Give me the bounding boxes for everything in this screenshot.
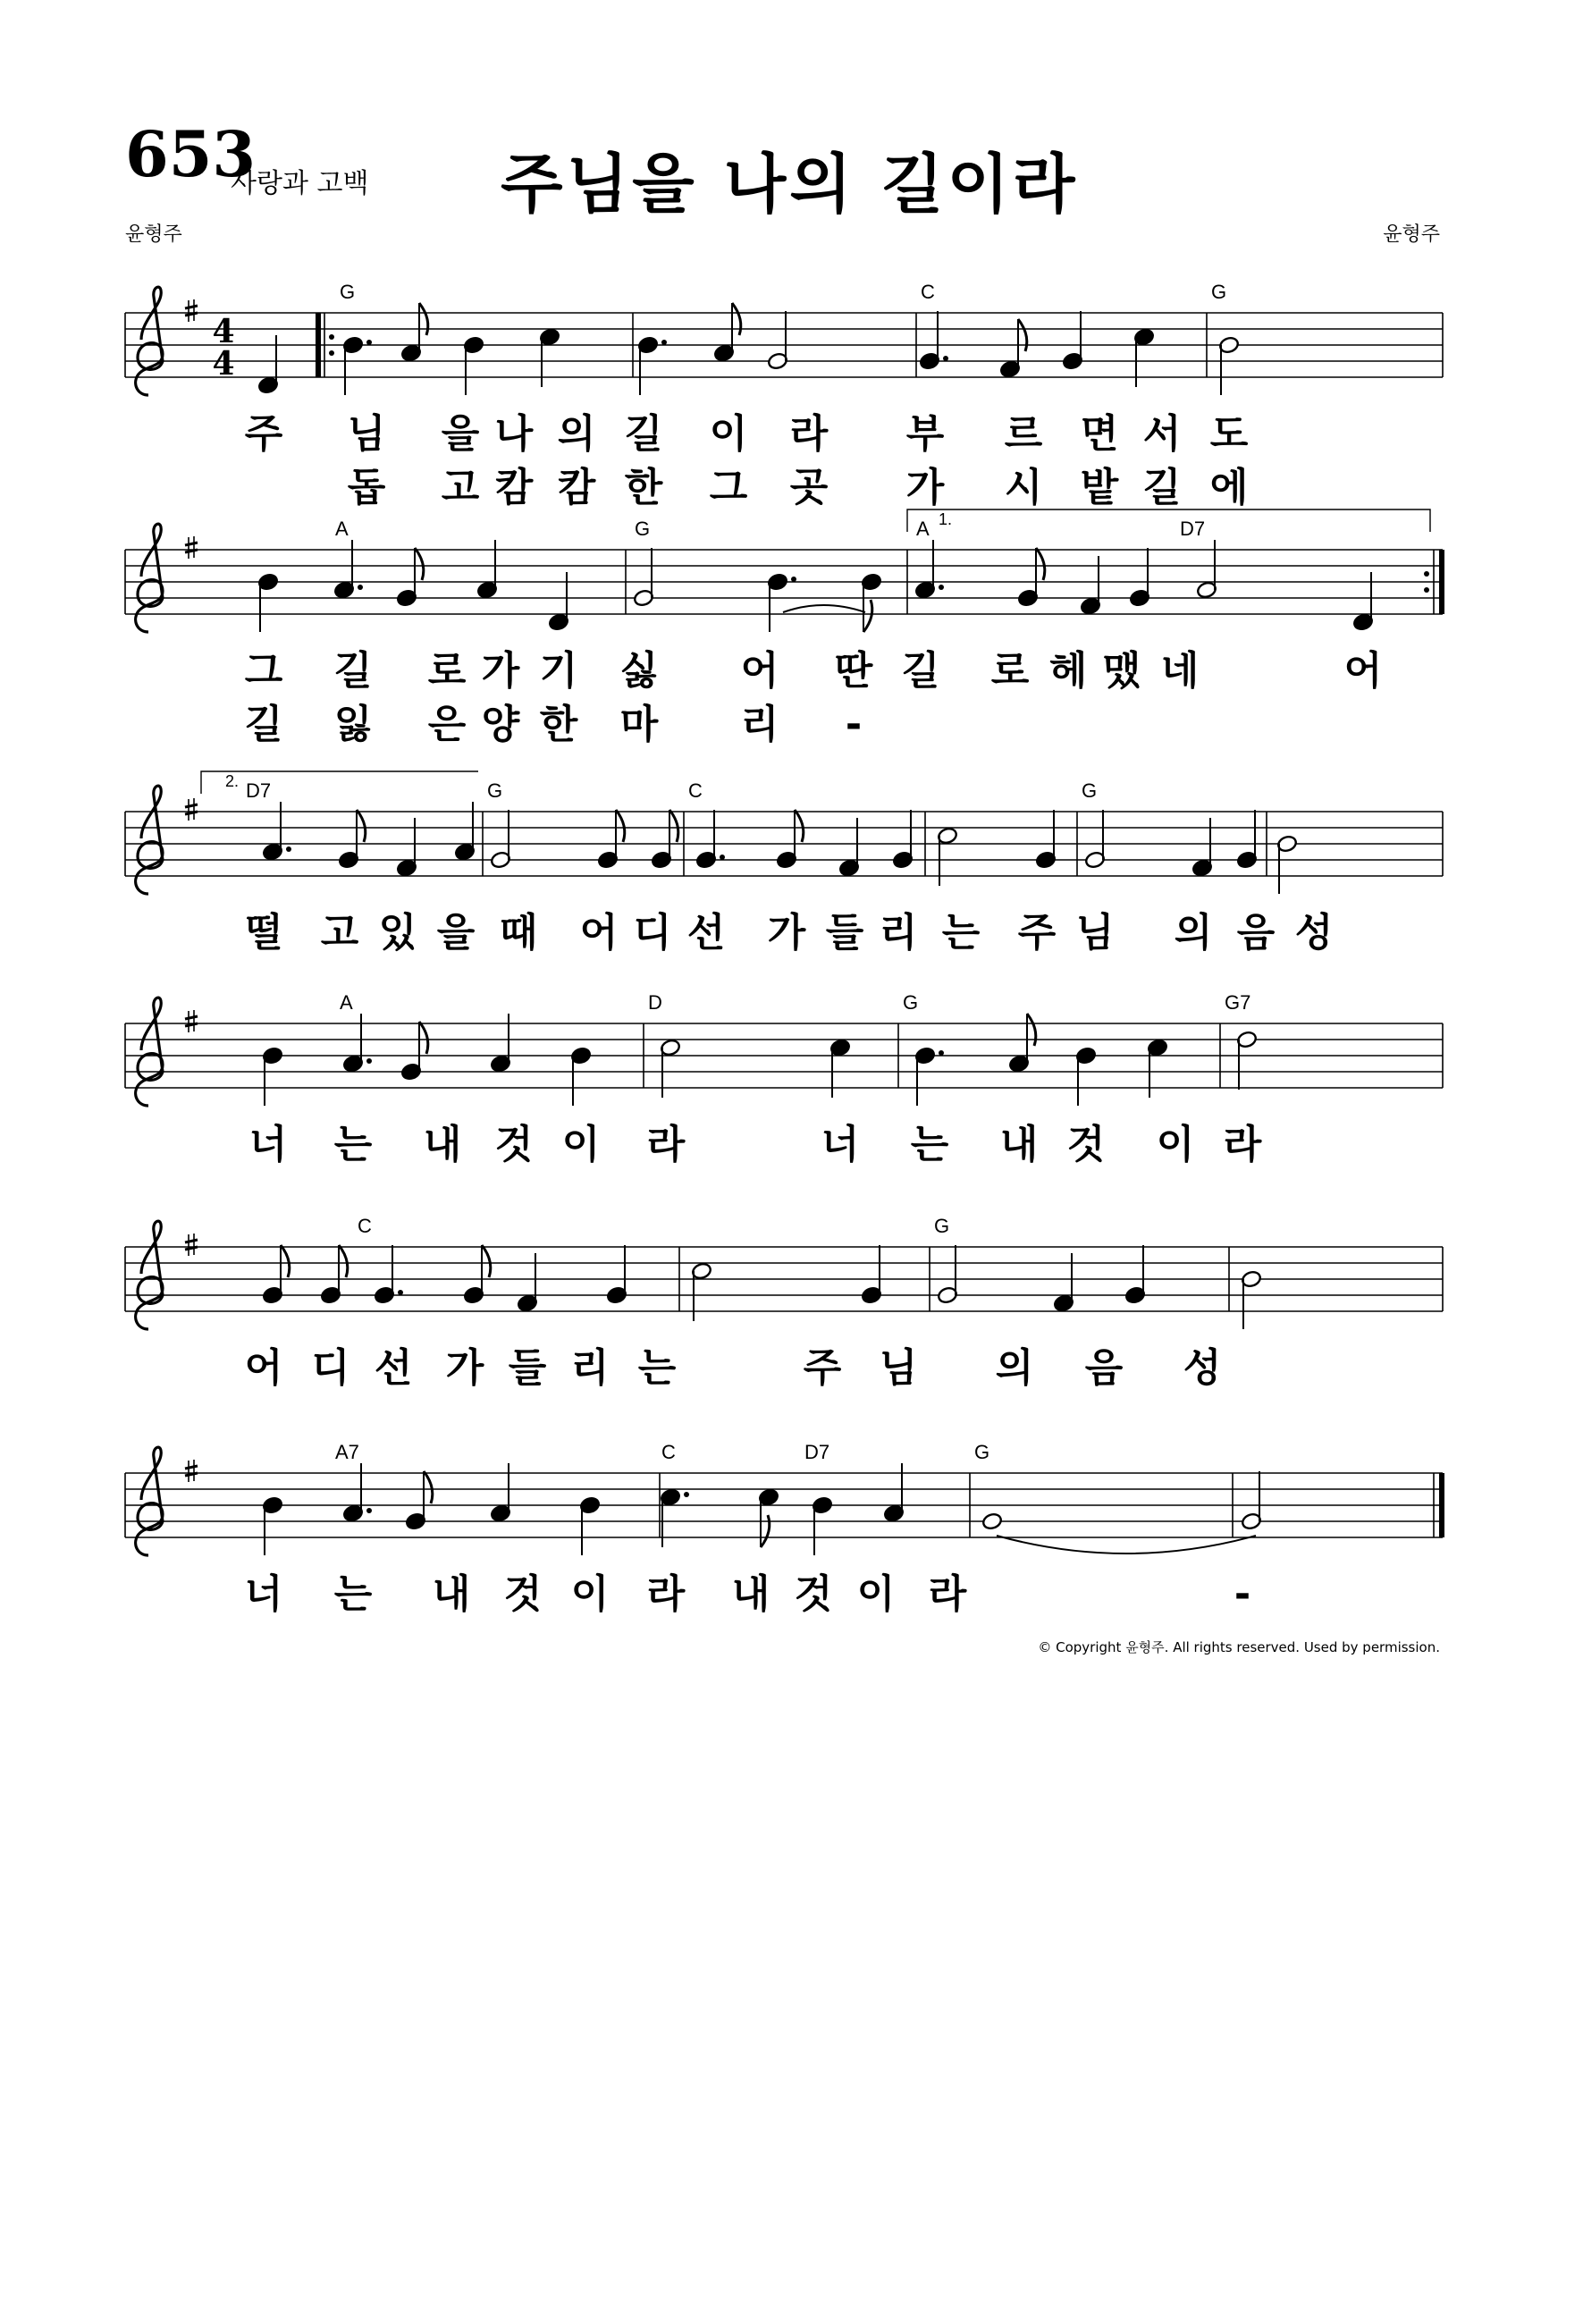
- note: [1236, 1031, 1258, 1090]
- augmentation-dot: [661, 340, 667, 345]
- song-title: 주님을 나의 길이라: [501, 147, 1079, 222]
- note-flag: [1027, 1014, 1036, 1046]
- note: [333, 540, 363, 599]
- lyric-syllable: 라: [646, 1571, 686, 1617]
- hymn-number: 653: [125, 117, 257, 191]
- music-system: [125, 281, 1443, 510]
- chord-symbol: G: [635, 518, 651, 540]
- chord-symbol: G: [487, 779, 503, 802]
- lyric-syllable: 라: [646, 1122, 686, 1167]
- note: [476, 540, 498, 599]
- lyric-syllable: 있: [378, 910, 417, 956]
- note: [463, 336, 484, 395]
- lyric-syllable: 을: [441, 411, 480, 457]
- lyric-syllable: 길: [244, 702, 283, 747]
- note: [570, 1047, 592, 1106]
- lyric-syllable: 리: [879, 910, 918, 956]
- lyric-syllable: 로: [427, 648, 467, 694]
- note: [1062, 311, 1083, 370]
- lyric-syllable: 는: [637, 1345, 677, 1391]
- note: [861, 573, 882, 632]
- note: [539, 328, 560, 387]
- note: [1080, 556, 1101, 615]
- note: [914, 540, 944, 599]
- note: [767, 311, 788, 370]
- lyric-syllable: 이: [561, 1122, 601, 1167]
- lyric-syllable: 캄: [557, 465, 596, 510]
- note: [1191, 818, 1213, 877]
- note: [838, 818, 860, 877]
- lyric-syllable: 잃: [333, 702, 373, 747]
- note: [1236, 810, 1258, 869]
- augmentation-dot: [398, 1290, 403, 1295]
- lyric-syllable: 나: [494, 411, 534, 457]
- note-flag: [419, 303, 428, 335]
- lyric-syllable: 면: [1080, 411, 1119, 457]
- lyric-syllable: 맸: [1102, 648, 1141, 694]
- music-system: [125, 991, 1443, 1167]
- lyric-syllable: 내: [423, 1122, 462, 1167]
- lyric-syllable: 어: [740, 648, 779, 694]
- notehead: [981, 1512, 1003, 1531]
- lyric-syllable: 선: [374, 1345, 413, 1391]
- lyric-syllable: 부: [905, 411, 945, 457]
- note: [892, 810, 914, 869]
- sharp-icon: [185, 299, 198, 322]
- note: [1241, 1471, 1262, 1530]
- chord-symbol: G7: [1225, 991, 1251, 1014]
- lyric-syllable: 곳: [789, 465, 829, 510]
- note: [490, 1014, 511, 1073]
- lyric-syllable: 주: [803, 1345, 842, 1391]
- note: [262, 1496, 283, 1555]
- note: [1124, 1245, 1146, 1304]
- lyric-syllable: 라: [789, 411, 829, 457]
- lyric-syllable: -: [845, 702, 863, 747]
- sharp-icon: [185, 1460, 198, 1482]
- note-flag: [732, 303, 741, 335]
- lyric-syllable: 고: [441, 465, 480, 510]
- note: [981, 1512, 1003, 1531]
- lyric-syllable: -: [1234, 1571, 1251, 1617]
- chord-symbol: G: [903, 991, 919, 1014]
- sharp-icon: [185, 1234, 198, 1256]
- lyric-syllable: 라: [1223, 1122, 1262, 1167]
- note: [490, 1463, 511, 1522]
- lyric-syllable: 선: [686, 910, 726, 956]
- lyric-syllable: 너: [821, 1122, 860, 1167]
- chord-symbol: G: [974, 1441, 990, 1463]
- chord-symbol: G: [934, 1215, 950, 1237]
- lyricist-credit: 윤형주: [125, 223, 182, 246]
- lyric-syllable: 캄: [494, 465, 534, 510]
- note: [758, 1488, 779, 1547]
- note: [1008, 1014, 1036, 1073]
- lyric-syllable: 리: [570, 1345, 610, 1391]
- lyric-syllable: 내: [999, 1122, 1039, 1167]
- note-flag: [419, 1022, 428, 1054]
- lyric-syllable: 이: [570, 1571, 610, 1617]
- lyric-syllable: 님: [1075, 910, 1115, 956]
- sharp-stroke: [185, 1016, 198, 1019]
- chord-symbol: D7: [246, 779, 272, 802]
- lyric-syllable: 을: [436, 910, 476, 956]
- note: [342, 1463, 372, 1522]
- note: [454, 802, 476, 861]
- lyric-syllable: 님: [347, 411, 386, 457]
- sharp-stroke: [185, 804, 198, 807]
- note: [262, 802, 291, 861]
- chord-symbol: A: [916, 518, 930, 540]
- lyric-syllable: 네: [1160, 648, 1200, 694]
- lyric-syllable: 어: [1343, 648, 1383, 694]
- lyric-syllable: 그: [709, 465, 748, 510]
- lyric-syllable: 리: [740, 702, 779, 747]
- lyric-syllable: 성: [1183, 1345, 1222, 1391]
- lyric-syllable: 돕: [347, 465, 386, 510]
- note: [883, 1463, 905, 1522]
- note-flag: [795, 810, 804, 842]
- repeat-end-thick-bar: [1439, 550, 1444, 614]
- note: [829, 1039, 851, 1098]
- lyric-syllable: 는: [910, 1122, 949, 1167]
- note: [1241, 1270, 1262, 1329]
- music-system: [125, 509, 1444, 747]
- lyric-syllable: 르: [1004, 411, 1043, 457]
- sharp-icon: [185, 536, 198, 559]
- augmentation-dot: [720, 855, 725, 860]
- lyric-syllable: 것: [503, 1571, 543, 1617]
- repeat-dot: [329, 350, 334, 356]
- chord-symbol: G: [1082, 779, 1098, 802]
- lyric-syllable: 것: [494, 1122, 534, 1167]
- note: [1276, 835, 1298, 894]
- tie: [783, 605, 865, 612]
- note: [1196, 540, 1217, 599]
- volta-bracket-1: [907, 509, 1430, 532]
- time-signature-bottom: 4: [212, 345, 235, 383]
- note: [1133, 328, 1155, 387]
- lyric-syllable: 가: [481, 648, 520, 694]
- lyric-syllable: 그: [244, 648, 283, 694]
- chord-symbol: C: [661, 1441, 676, 1463]
- note: [660, 1039, 681, 1098]
- lyric-syllable: 떨: [244, 910, 283, 956]
- sharp-stroke: [185, 1466, 198, 1469]
- lyric-syllable: 이: [1156, 1122, 1195, 1167]
- lyric-syllable: 길: [1142, 465, 1182, 510]
- chord-symbol: D7: [1180, 518, 1206, 540]
- lyric-syllable: 의: [1174, 910, 1213, 956]
- volta-bracket-2: [201, 771, 478, 794]
- augmentation-dot: [939, 1050, 944, 1056]
- note: [937, 1245, 958, 1304]
- note-flag: [616, 810, 625, 842]
- note: [517, 1253, 538, 1312]
- augmentation-dot: [684, 1492, 689, 1497]
- lyric-syllable: 의: [557, 411, 596, 457]
- lyric-syllable: 음: [1236, 910, 1276, 956]
- lyric-syllable: 헤: [1048, 648, 1088, 694]
- note: [1129, 548, 1150, 607]
- lyric-syllable: 길: [901, 648, 940, 694]
- volta-label: 2.: [225, 772, 240, 790]
- lyric-syllable: 들: [825, 910, 864, 956]
- augmentation-dot: [943, 356, 948, 361]
- augmentation-dot: [358, 585, 363, 590]
- chord-symbol: C: [358, 1215, 372, 1237]
- chord-symbol: A: [340, 991, 353, 1014]
- note-flag: [357, 810, 366, 842]
- note: [1147, 1039, 1168, 1098]
- final-thick-bar: [1439, 1473, 1444, 1537]
- sharp-stroke: [185, 1240, 198, 1242]
- note: [861, 1245, 882, 1304]
- note: [633, 548, 654, 607]
- treble-clef-icon: [136, 998, 163, 1106]
- note-flag: [281, 1245, 290, 1277]
- lyric-syllable: 마: [619, 702, 659, 747]
- time-signature-top: 4: [212, 313, 235, 350]
- note: [257, 573, 279, 632]
- copyright-notice: © Copyright 윤형주. All rights reserved. Used by permission.: [1038, 1639, 1440, 1655]
- lyric-syllable: 기: [539, 648, 578, 694]
- music-system: [125, 1215, 1443, 1391]
- lyric-syllable: 디: [311, 1345, 350, 1391]
- note-flag: [669, 810, 678, 842]
- lyric-syllable: 너: [248, 1122, 288, 1167]
- treble-clef-icon: [136, 1221, 163, 1329]
- composer-credit: 윤형주: [1383, 223, 1440, 246]
- lyric-syllable: 의: [995, 1345, 1034, 1391]
- lyric-syllable: 어: [244, 1345, 283, 1391]
- lyric-syllable: 한: [539, 702, 578, 747]
- lyric-syllable: 디: [633, 910, 672, 956]
- lyric-syllable: 딴: [834, 648, 873, 694]
- tie: [997, 1536, 1256, 1554]
- note-flag: [339, 1245, 348, 1277]
- chord-symbol: D7: [804, 1441, 830, 1463]
- lyric-syllable: 가: [767, 910, 806, 956]
- lyric-syllable: 주: [1017, 910, 1057, 956]
- lyric-syllable: 것: [1066, 1122, 1106, 1167]
- treble-clef-icon: [136, 524, 163, 632]
- note-flag: [761, 1515, 770, 1547]
- lyric-syllable: 어: [579, 910, 619, 956]
- chord-symbol: G: [1211, 281, 1227, 303]
- note: [342, 1014, 372, 1073]
- augmentation-dot: [791, 577, 796, 582]
- lyric-syllable: 시: [1004, 465, 1043, 510]
- lyric-syllable: 가: [905, 465, 945, 510]
- lyric-syllable: 로: [990, 648, 1030, 694]
- lyric-syllable: 내: [731, 1571, 770, 1617]
- note: [691, 1262, 712, 1321]
- lyric-syllable: 에: [1209, 465, 1249, 510]
- note: [257, 335, 279, 394]
- note: [713, 303, 741, 362]
- note: [812, 1496, 833, 1555]
- music-system: [125, 771, 1443, 956]
- lyric-syllable: 너: [244, 1571, 283, 1617]
- lyric-syllable: 한: [624, 465, 663, 510]
- lyric-syllable: 내: [432, 1571, 471, 1617]
- lyric-syllable: 양: [481, 702, 520, 747]
- lyric-syllable: 길: [333, 648, 373, 694]
- note: [1075, 1047, 1097, 1106]
- note: [400, 303, 428, 362]
- note-flag: [482, 1245, 491, 1277]
- treble-clef-icon: [136, 786, 163, 894]
- lyric-syllable: 고: [320, 910, 359, 956]
- repeat-dot: [329, 334, 334, 340]
- lyric-syllable: 주: [244, 411, 283, 457]
- repeat-dot: [1424, 571, 1429, 577]
- note-flag: [863, 600, 872, 632]
- augmentation-dot: [286, 846, 291, 852]
- chord-symbol: C: [688, 779, 703, 802]
- sharp-icon: [185, 798, 198, 821]
- chord-symbol: C: [921, 281, 935, 303]
- note-flag: [424, 1471, 433, 1503]
- note: [579, 1496, 601, 1555]
- note: [1035, 810, 1057, 869]
- repeat-start-thick-bar: [316, 313, 321, 377]
- note: [660, 1488, 689, 1547]
- chord-symbol: D: [648, 991, 662, 1014]
- lyric-syllable: 는: [333, 1571, 373, 1617]
- lyric-syllable: 것: [794, 1571, 833, 1617]
- note: [606, 1245, 627, 1304]
- volta-label: 1.: [939, 510, 953, 528]
- augmentation-dot: [366, 1058, 372, 1064]
- lyric-syllable: 가: [445, 1345, 484, 1391]
- lyric-syllable: 성: [1294, 910, 1334, 956]
- note: [999, 319, 1027, 378]
- note-flag: [1036, 548, 1045, 580]
- treble-clef-icon: [136, 287, 163, 395]
- note: [262, 1047, 283, 1106]
- chord-symbol: A7: [335, 1441, 359, 1463]
- lyric-syllable: 때: [499, 910, 538, 956]
- sharp-stroke: [185, 543, 198, 545]
- note: [1053, 1253, 1074, 1312]
- note: [937, 827, 958, 886]
- note: [490, 810, 511, 869]
- lyric-syllable: 서: [1142, 411, 1182, 457]
- lyric-syllable: 이: [856, 1571, 896, 1617]
- augmentation-dot: [366, 1508, 372, 1513]
- note-flag: [1018, 319, 1027, 351]
- lyric-syllable: 들: [508, 1345, 547, 1391]
- note: [1352, 572, 1374, 631]
- lyric-syllable: 싫: [619, 648, 659, 694]
- lyric-syllable: 음: [1084, 1345, 1124, 1391]
- augmentation-dot: [939, 585, 944, 590]
- lyric-syllable: 라: [928, 1571, 967, 1617]
- lyric-syllable: 도: [1209, 411, 1249, 457]
- note: [1218, 336, 1240, 395]
- note: [1084, 810, 1106, 869]
- chord-symbol: G: [340, 281, 356, 303]
- lyric-syllable: 밭: [1080, 465, 1119, 510]
- lyric-syllable: 는: [941, 910, 981, 956]
- lyric-syllable: 길: [624, 411, 663, 457]
- augmentation-dot: [366, 340, 372, 345]
- sharp-stroke: [185, 306, 198, 308]
- lyric-syllable: 이: [709, 411, 748, 457]
- note: [396, 818, 417, 877]
- hymn-category: 사랑과 고백: [231, 168, 369, 199]
- sharp-icon: [185, 1010, 198, 1032]
- chord-symbol: A: [335, 518, 349, 540]
- lyric-syllable: 는: [333, 1122, 373, 1167]
- music-system: [125, 1441, 1444, 1617]
- repeat-dot: [1424, 587, 1429, 593]
- lyric-syllable: 님: [879, 1345, 918, 1391]
- note: [548, 572, 569, 631]
- note-flag: [415, 548, 424, 580]
- lyric-syllable: 은: [427, 702, 467, 747]
- treble-clef-icon: [136, 1447, 163, 1555]
